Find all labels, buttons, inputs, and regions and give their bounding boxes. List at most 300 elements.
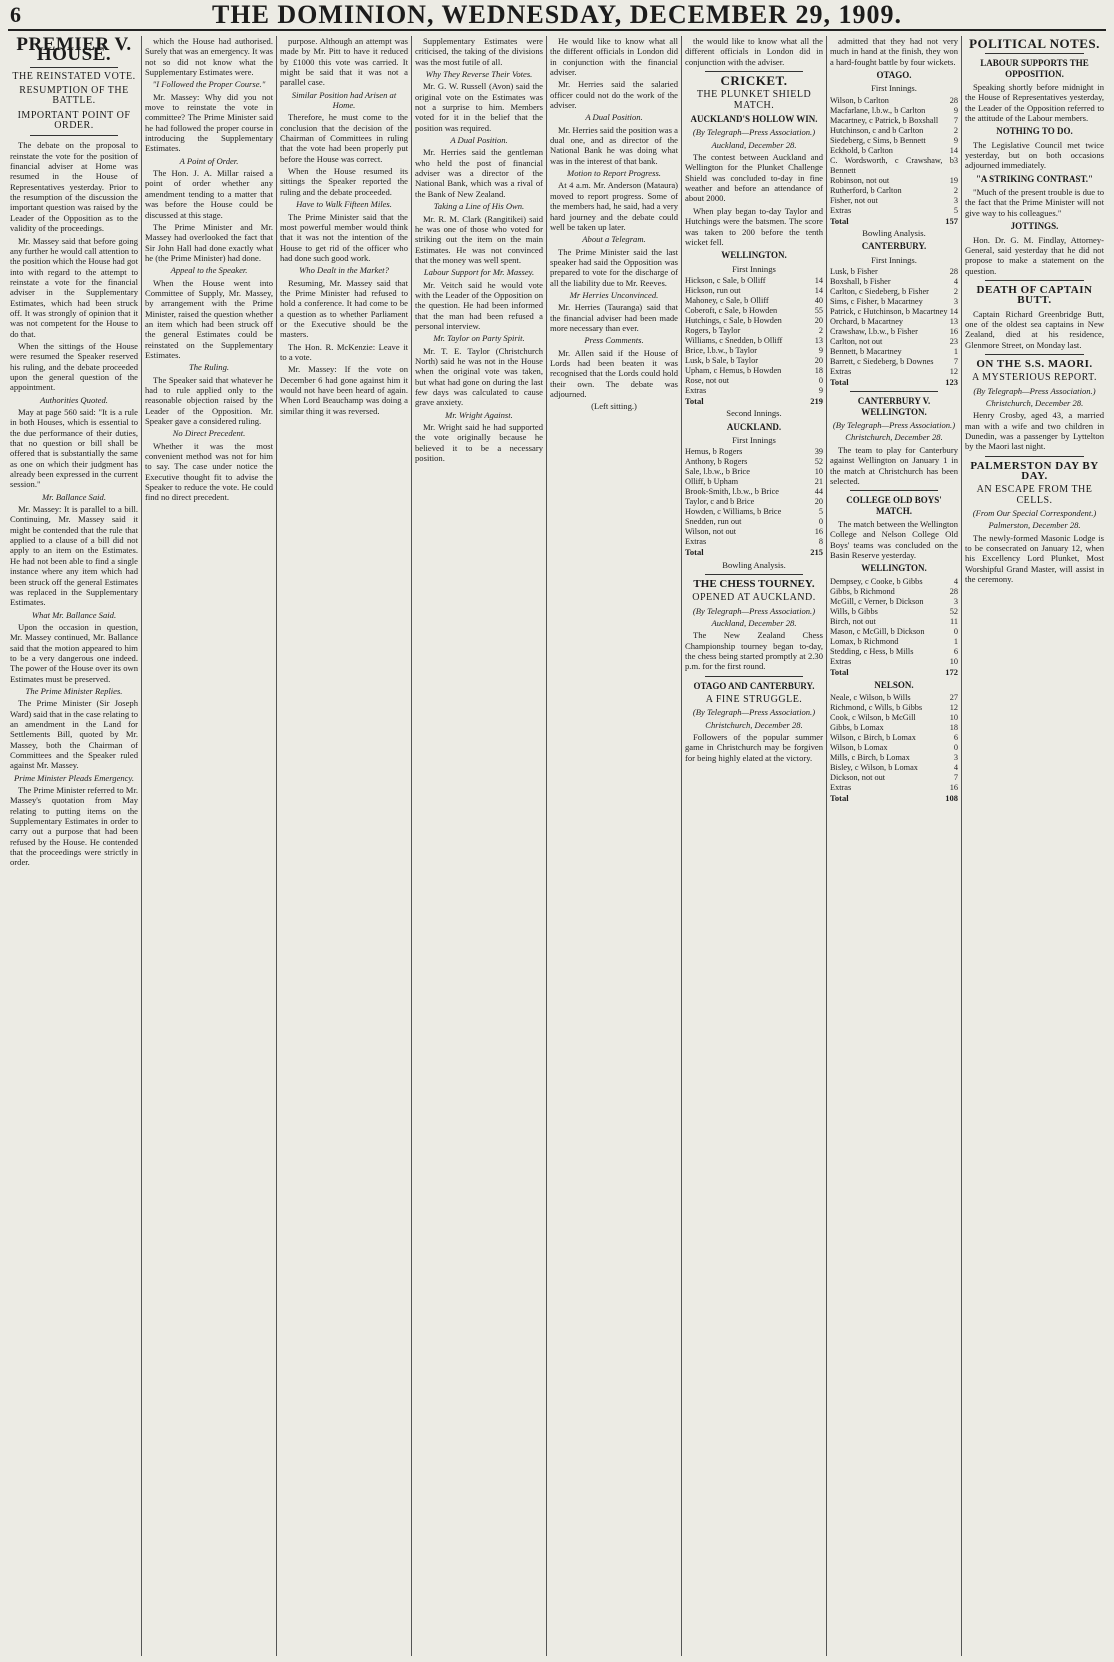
score-row	[830, 206, 958, 216]
article-paragraph: When the House resumed its sittings the Speaker reported the ruling and the debate proceeded.	[280, 166, 408, 197]
score-total	[685, 547, 823, 557]
article-note: (Left sitting.)	[591, 401, 637, 412]
batsman-name: Rutherford, b Carlton	[830, 185, 902, 195]
score-row	[830, 156, 958, 176]
scorecard-wellington	[685, 276, 823, 406]
batsman-name: Gibbs, b Richmond	[830, 586, 895, 596]
article-paragraph: Mr. T. E. Taylor (Christchurch North) said he was not in the House when the original vote was taken, but what had gone on during the last few days was calculated to cause grave anxiety.	[415, 345, 543, 408]
batsman-name: Sims, c Fisher, b Macartney	[830, 297, 923, 307]
divider	[850, 490, 938, 491]
score-total	[830, 793, 958, 803]
score-row	[685, 276, 823, 286]
section-heading: What Mr. Ballance Said.	[31, 609, 117, 620]
article-paragraph: Mr. G. W. Russell (Avon) said the original vote on the Estimates was not a surprise to him. Members voted for it in the belief that the position was required.	[415, 81, 543, 133]
batsman-name: Rogers, b Taylor	[685, 325, 741, 335]
batsman-runs: 1	[953, 636, 958, 646]
total-label: Total	[685, 547, 704, 558]
political-notes-heading: POLITICAL NOTES.	[969, 36, 1100, 51]
score-row	[830, 703, 958, 713]
article-paragraph: When the sittings of the House were resumed the Speaker reserved his ruling, and the debate proceeded upon the general question of the appointment.	[10, 340, 138, 393]
byline: (By Telegraph—Press Association.)	[692, 707, 816, 718]
team-heading: WELLINGTON.	[721, 250, 787, 261]
subheadline: "A STRIKING CONTRAST."	[975, 173, 1094, 184]
team-heading: AUCKLAND.	[726, 421, 782, 432]
batsman-name: Wilson, b Carlton	[830, 95, 889, 105]
byline: (By Telegraph—Press Association.)	[692, 605, 816, 616]
batsman-name: Wills, b Gibbs	[830, 606, 878, 616]
byline: (By Telegraph—Press Association.)	[973, 385, 1096, 396]
column-2	[145, 36, 273, 1656]
divider	[30, 135, 118, 136]
batsman-runs: 3	[953, 155, 958, 165]
batsman-runs: 4	[953, 277, 958, 287]
batsman-runs: 21	[814, 477, 823, 487]
article-paragraph: The Prime Minister referred to Mr. Massey's quotation from May relating to putting items on the Supplementary Estimates in order to carry out a purpose that had been refused by the House. He contended that the proceedings were strictly in order.	[10, 785, 138, 868]
batsman-name: Carlton, c Siedeberg, b Fisher	[830, 287, 929, 297]
batsman-name: Mahoney, c Sale, b Olliff	[685, 295, 769, 305]
batsman-runs: 39	[814, 447, 823, 457]
batsman-name: Bennett, b Macartney	[830, 347, 902, 357]
score-row	[830, 637, 958, 647]
score-row	[685, 356, 823, 366]
score-row	[830, 763, 958, 773]
batsman-runs: 16	[949, 783, 958, 793]
article-paragraph: The team to play for Canterbury against Wellington on January 1 in the match at Christchurch has been selected.	[830, 444, 958, 486]
dateline: Auckland, December 28.	[711, 617, 797, 628]
score-row	[830, 627, 958, 637]
byline: (By Telegraph—Press Association.)	[692, 127, 816, 138]
batsman-name: Robinson, not out	[830, 175, 890, 185]
batsman-runs: 5	[818, 507, 823, 517]
divider	[985, 456, 1084, 457]
score-row	[830, 106, 958, 116]
bowling-heading: Bowling Analysis.	[862, 228, 926, 239]
subheadline: RESUMPTION OF THE BATTLE.	[19, 85, 129, 107]
section-heading: Authorities Quoted.	[40, 394, 108, 405]
column-1	[10, 36, 138, 1656]
batsman-runs: 3	[953, 195, 958, 205]
batsman-runs: 14	[814, 275, 823, 285]
article-paragraph: "Much of the present trouble is due to the fact that the Prime Minister will not give way to his colleagues."	[965, 187, 1104, 218]
article-paragraph: The match between the Wellington College and Nelson College Old Boys' teams was concluded on the Basin Reserve yesterday.	[830, 518, 958, 560]
total-value: 172	[945, 666, 958, 677]
article-paragraph: The contest between Auckland and Wellington for the Plunket Challenge Shield was concluded to-day in fine weather and before an attendance of about 2000.	[685, 152, 823, 204]
section-heading: Appeal to the Speaker.	[170, 265, 248, 276]
batsman-name: Mills, c Birch, b Lomax	[830, 753, 910, 763]
divider	[705, 676, 803, 677]
batsman-name: Brook-Smith, l.b.w., b Brice	[685, 487, 779, 497]
batsman-runs: 13	[814, 335, 823, 345]
bowling-heading: Bowling Analysis.	[722, 559, 786, 570]
section-heading: No Direct Precedent.	[172, 428, 246, 439]
section-heading: Why They Reverse Their Votes.	[425, 69, 533, 80]
score-row	[830, 116, 958, 126]
article-paragraph: Mr. Wright said he had supported the vote originally because he believed it to be a necessary position.	[415, 422, 543, 464]
batsman-name: Carlton, not out	[830, 337, 883, 347]
batsman-name: Siedeberg, c Sims, b Bennett	[830, 135, 926, 145]
batsman-name: Extras	[830, 367, 852, 377]
section-heading: Mr. Taylor on Party Spirit.	[433, 333, 525, 344]
masthead	[0, 0, 1114, 28]
batsman-runs: 5	[953, 205, 958, 215]
total-value: 157	[945, 215, 958, 226]
batsman-runs: 9	[953, 135, 958, 145]
divider	[705, 574, 803, 575]
batsman-runs: 44	[814, 487, 823, 497]
batsman-name: Lusk, b Sale, b Taylor	[685, 355, 759, 365]
score-row	[685, 316, 823, 326]
divider	[705, 71, 803, 72]
article-paragraph: May at page 560 said: "It is a rule in both Houses, which is essential to the due performance of their duties, that no question or bill shall be offered that is substantially the same as one on which their judgment has already been expressed in the current session."	[10, 407, 138, 490]
score-row	[685, 457, 823, 467]
batsman-runs: 19	[949, 175, 958, 185]
section-heading: A Dual Position.	[450, 135, 508, 146]
batsman-runs: 0	[953, 743, 958, 753]
column-rule	[681, 36, 682, 1656]
section-heading: Press Comments.	[584, 335, 644, 346]
article-paragraph: When play began to-day Taylor and Hutchings were the batsmen. The score was taken to 200 before the tenth wicket fell.	[685, 205, 823, 247]
subheadline: IMPORTANT POINT OF ORDER.	[17, 109, 131, 132]
batsman-runs: 40	[814, 295, 823, 305]
batsman-runs: 11	[950, 616, 958, 626]
batsman-name: Anthony, b Rogers	[685, 457, 748, 467]
article-paragraph: The debate on the proposal to reinstate the vote for the position of financial adviser at Home was resumed in the House of Representatives yesterday. Prior to the resumption of the discussion the important question was raised by the Leader of the Opposition as to the validity of the proceedings.	[10, 140, 138, 234]
newspaper-title: THE DOMINION, WEDNESDAY, DECEMBER 29, 1909.	[212, 0, 902, 29]
innings-heading: First Innings.	[871, 254, 917, 265]
column-8	[965, 36, 1104, 1656]
score-row	[830, 597, 958, 607]
batsman-runs: 7	[953, 115, 958, 125]
column-4	[415, 36, 543, 1656]
article-paragraph: The Prime Minister said that the most powerful member would think that it was not the intention of the House to get rid of the officer who had done such good work.	[280, 211, 408, 263]
article-paragraph: Henry Crosby, aged 43, a married man with a wife and two children in Dunedin, was a passenger by Lyttelton by the Maori last night.	[965, 410, 1104, 452]
article-paragraph: Whether it was the most convenient method was not for him to say. The case under notice the Executive thought fit to advise the Speaker to reduce the vote. He could find no direct precedent.	[145, 440, 273, 503]
batsman-name: Coberoft, c Sale, b Howden	[685, 305, 778, 315]
score-row	[685, 487, 823, 497]
divider	[985, 53, 1084, 54]
score-row	[830, 577, 958, 587]
batsman-runs: 18	[949, 723, 958, 733]
score-row	[830, 196, 958, 206]
score-row	[830, 297, 958, 307]
batsman-runs: 13	[949, 317, 958, 327]
batsman-name: Neale, c Wilson, b Wills	[830, 693, 911, 703]
column-rule	[826, 36, 827, 1656]
batsman-runs: 20	[814, 315, 823, 325]
score-row	[685, 376, 823, 386]
article-paragraph: Speaking shortly before midnight in the House of Representatives yesterday, the Leader of the Opposition referred to the attitude of the Labour members.	[965, 82, 1104, 124]
article-paragraph: Mr. Herries said the position was a dual one, and as director of the National Bank he was doing what was in the interest of that bank.	[550, 124, 678, 166]
article-paragraph: The Prime Minister said the last speaker had said the Opposition was prepared to vote for the discharge of all the liability due to Mr. Reeves.	[550, 246, 678, 288]
total-value: 219	[810, 395, 823, 406]
score-row	[685, 507, 823, 517]
batsman-name: Macfarlane, l.b.w., b Carlton	[830, 105, 926, 115]
batsman-name: Taylor, c and b Brice	[685, 497, 755, 507]
article-paragraph: The New Zealand Chess Championship tourney began to-day, the chess being started promptly at 2.30 p.m. for the first round.	[685, 630, 823, 672]
batsman-runs: 16	[814, 527, 823, 537]
batsman-runs: 23	[949, 337, 958, 347]
column-rule	[141, 36, 142, 1656]
subheadline: A FINE STRUGGLE.	[705, 694, 803, 706]
batsman-name: Lusk, b Fisher	[830, 267, 878, 277]
score-row	[830, 783, 958, 793]
section-heading: About a Telegram.	[582, 234, 646, 245]
scorecard-otago	[830, 96, 958, 226]
batsman-runs: 14	[949, 307, 958, 317]
scorecard-auckland	[685, 447, 823, 557]
scorecard-wellington-old-boys	[830, 577, 958, 677]
batsman-runs: 6	[953, 646, 958, 656]
section-heading: Mr Herries Unconvinced.	[569, 289, 659, 300]
innings-heading: First Innings	[732, 434, 776, 445]
section-heading: Labour Support for Mr. Massey.	[423, 267, 535, 278]
batsman-name: Wilson, b Lomax	[830, 743, 888, 753]
batsman-name: Birch, not out	[830, 616, 876, 626]
score-row	[685, 447, 823, 457]
batsman-runs: 55	[814, 305, 823, 315]
total-label: Total	[830, 377, 849, 388]
batsman-runs: 20	[814, 497, 823, 507]
column-rule	[276, 36, 277, 1656]
article-paragraph: the would like to know what all the different officials in London did in conjunction with the adviser.	[685, 36, 823, 67]
batsman-name: Extras	[685, 537, 707, 547]
palmerston-heading: PALMERSTON DAY BY DAY.	[970, 459, 1099, 483]
section-heading: Who Dealt in the Market?	[299, 265, 389, 276]
score-row	[830, 367, 958, 377]
score-row	[830, 277, 958, 287]
score-row	[830, 357, 958, 367]
subheadline: COLLEGE OLD BOYS' MATCH.	[846, 495, 942, 516]
masthead-rule	[8, 29, 1106, 31]
article-paragraph: When the House went into Committee of Supply, Mr. Massey, by arrangement with the Prime Minister, raised the question whether an item which had been struck off the general Estimates could be reinstated on the Supplementary Estimates.	[145, 277, 273, 360]
batsman-runs: 12	[949, 703, 958, 713]
column-5	[550, 36, 678, 1656]
batsman-runs: 2	[953, 185, 958, 195]
batsman-runs: 1	[953, 347, 958, 357]
score-row	[685, 497, 823, 507]
batsman-runs: 14	[814, 285, 823, 295]
batsman-name: Patrick, c Hutchinson, b Macartney	[830, 307, 948, 317]
section-heading: The Ruling.	[188, 362, 230, 373]
cricket-heading: CRICKET.	[720, 73, 788, 89]
death-heading: DEATH OF CAPTAIN BUTT.	[976, 283, 1093, 307]
article-paragraph: Mr. Massey: Why did you not move to reinstate the vote in committee? The Prime Minister said he had followed the proper course in introducing the Supplementary Estimates.	[145, 91, 273, 154]
score-row	[685, 366, 823, 376]
section-heading: Similar Position had Arisen at Home.	[291, 89, 397, 111]
total-label: Total	[685, 395, 704, 406]
section-heading: A Point of Order.	[179, 155, 239, 166]
subheadline: THE PLUNKET SHIELD MATCH.	[696, 89, 812, 111]
column-rule	[961, 36, 962, 1656]
section-heading: Motion to Report Progress.	[567, 168, 661, 179]
score-row	[685, 326, 823, 336]
batsman-name: McGill, c Verner, b Dickson	[830, 596, 924, 606]
batsman-name: Orchard, b Macartney	[830, 317, 904, 327]
score-row	[830, 337, 958, 347]
score-total	[685, 396, 823, 406]
team-heading: OTAGO.	[876, 70, 912, 81]
article-paragraph: which the House had authorised. Surely that was an emergency. It was not so did not know what the Supplementary Estimates were.	[145, 36, 273, 78]
dateline: Christchurch, December 28.	[985, 397, 1084, 408]
batsman-name: Dempsey, c Cooke, b Gibbs	[830, 576, 923, 586]
section-heading: A Dual Position.	[585, 112, 643, 123]
team-heading: NELSON.	[874, 679, 914, 690]
batsman-runs: 52	[814, 457, 823, 467]
divider	[985, 354, 1084, 355]
batsman-name: Extras	[830, 205, 852, 215]
batsman-name: Wilson, not out	[685, 527, 737, 537]
batsman-name: Olliff, b Upham	[685, 477, 739, 487]
score-row	[830, 657, 958, 667]
score-row	[830, 647, 958, 657]
subheadline: LABOUR SUPPORTS THE OPPOSITION.	[980, 58, 1089, 79]
section-heading: Mr. Ballance Said.	[42, 491, 106, 502]
divider	[850, 391, 938, 392]
innings-heading: Second Innings.	[726, 408, 782, 419]
score-row	[830, 307, 958, 317]
article-paragraph: Mr. Herries (Tauranga) said that the financial adviser had been made more necessary than ever.	[550, 302, 678, 333]
batsman-runs: 27	[949, 693, 958, 703]
total-value: 215	[810, 547, 823, 558]
batsman-name: Extras	[830, 656, 852, 666]
article-paragraph: Therefore, he must come to the conclusion that the decision of the Chairman of Committees in ruling that the vote had been properly put before the House was correct.	[280, 112, 408, 164]
score-row	[830, 693, 958, 703]
article-paragraph: Captain Richard Greenbridge Butt, one of the oldest sea captains in New Zealand, died at his residence, Glenmore Street, on Monday last.	[965, 308, 1104, 350]
batsman-name: Howden, c Williams, b Brice	[685, 507, 782, 517]
article-paragraph: The newly-formed Masonic Lodge is to be consecrated on January 12, when his Excellency Lord Plunket, Most Worshipful Grand Master, will assist in the ceremony.	[965, 532, 1104, 585]
article-paragraph: Mr. Herries said the gentleman who held the post of financial adviser was a director of the National Bank, which was a rival of the Bank of New Zealand.	[415, 147, 543, 199]
dateline: Christchurch, December 28.	[705, 719, 803, 730]
dateline: Auckland, December 28.	[711, 139, 797, 150]
score-row	[830, 753, 958, 763]
batsman-name: Hemus, b Rogers	[685, 447, 743, 457]
scorecard-canterbury	[830, 267, 958, 387]
subheadline: AUCKLAND'S HOLLOW WIN.	[690, 114, 818, 125]
batsman-name: Hutchinson, c and b Carlton	[830, 125, 924, 135]
section-heading: Mr. Wright Against.	[445, 409, 513, 420]
batsman-name: Wilson, c Birch, b Lomax	[830, 733, 916, 743]
innings-heading: First Innings.	[871, 83, 917, 94]
divider	[985, 280, 1084, 281]
batsman-runs: 18	[814, 365, 823, 375]
batsman-name: Richmond, c Wills, b Gibbs	[830, 703, 923, 713]
dateline: Palmerston, December 28.	[988, 520, 1081, 531]
divider	[30, 67, 118, 68]
total-label: Total	[830, 215, 849, 226]
batsman-runs: 28	[949, 586, 958, 596]
score-total	[830, 667, 958, 677]
batsman-name: Boxshall, b Fisher	[830, 277, 891, 287]
score-row	[685, 537, 823, 547]
batsman-runs: 7	[953, 357, 958, 367]
article-paragraph: The Hon. J. A. Millar raised a point of order whether any amendment tending to a matter that was before the House could be discussed at this stage.	[145, 168, 273, 220]
score-total	[830, 216, 958, 226]
batsman-runs: 9	[818, 385, 823, 395]
batsman-name: Dickson, not out	[830, 773, 886, 783]
batsman-name: Sale, l.b.w., b Brice	[685, 467, 750, 477]
article-paragraph: The Prime Minister (Sir Joseph Ward) said that in the case relating to an amendment in the Land for Settlements Bill, quoted by Mr. Massey, both the Chairman of Committees and the Speaker ruled against Mr. Massey.	[10, 698, 138, 771]
batsman-runs: 4	[953, 763, 958, 773]
score-row	[830, 617, 958, 627]
column-6	[685, 36, 823, 1656]
batsman-name: Crawshaw, l.b.w., b Fisher	[830, 327, 918, 337]
subheadline: OPENED AT AUCKLAND.	[692, 592, 816, 604]
batsman-name: Gibbs, b Lomax	[830, 723, 884, 733]
batsman-name: Stedding, c Hess, b Mills	[830, 646, 914, 656]
score-row	[830, 713, 958, 723]
subheadline: NOTHING TO DO.	[996, 126, 1073, 137]
score-row	[830, 733, 958, 743]
batsman-name: Williams, c Snedden, b Olliff	[685, 335, 783, 345]
section-heading: "I Followed the Proper Course."	[152, 79, 266, 90]
batsman-name: Macartney, c Patrick, b Boxshall	[830, 115, 939, 125]
scorecard-nelson	[830, 693, 958, 803]
score-row	[830, 146, 958, 156]
score-row	[830, 176, 958, 186]
column-rule	[546, 36, 547, 1656]
subheadline: OTAGO AND CANTERBURY.	[693, 680, 815, 691]
score-row	[830, 186, 958, 196]
team-heading: CANTERBURY.	[861, 241, 927, 252]
batsman-name: Eckhold, b Carlton	[830, 145, 893, 155]
innings-heading: First Innings	[732, 263, 776, 274]
batsman-runs: 10	[814, 467, 823, 477]
batsman-name: Upham, c Hemus, b Howden	[685, 365, 782, 375]
score-row	[830, 136, 958, 146]
section-heading: The Prime Minister Replies.	[25, 685, 123, 696]
team-heading: WELLINGTON.	[861, 563, 927, 574]
total-label: Total	[830, 793, 849, 804]
article-paragraph: Mr. Allen said if the House of Lords had been beaten it was recognised that the Lords could hold their own. The debate was adjourned.	[550, 347, 678, 399]
batsman-name: Brice, l.b.w., b Taylor	[685, 345, 758, 355]
batsman-runs: 0	[818, 517, 823, 527]
subheadline: THE REINSTATED VOTE.	[12, 70, 136, 82]
article-paragraph: purpose. Although an attempt was made by Mr. Pitt to have it reduced by £1000 this vote was carried. It might be said that it was not a parallel case.	[280, 36, 408, 88]
section-heading: Prime Minister Pleads Emergency.	[14, 772, 134, 783]
score-row	[685, 286, 823, 296]
score-row	[685, 306, 823, 316]
batsman-runs: 9	[953, 105, 958, 115]
batsman-runs: 6	[953, 733, 958, 743]
batsman-name: Rose, not out	[685, 375, 730, 385]
headline-premier-v-house: PREMIER V. HOUSE.	[16, 36, 132, 66]
score-row	[830, 96, 958, 106]
maori-heading: ON THE S.S. MAORI.	[976, 357, 1093, 370]
score-row	[830, 587, 958, 597]
total-value: 123	[945, 377, 958, 388]
batsman-name: Hutchings, c Sale, b Howden	[685, 315, 782, 325]
section-heading: Taking a Line of His Own.	[433, 201, 525, 212]
score-row	[830, 743, 958, 753]
article-paragraph: Resuming, Mr. Massey said that the Prime Minister had refused to hold a conference. It had come to be a question as to whether Parliament or the Executive should be the masters.	[280, 277, 408, 340]
batsman-runs: 3	[953, 297, 958, 307]
article-paragraph: Mr. Massey: It is parallel to a bill. Continuing, Mr. Massey said it might be contended that the rule that applied to a clause of a bill did not apply to an item on the Estimates. He had not been able to find a single instance where any item which had been struck off the general Estimates was replaced in the Supplementary Estimates.	[10, 504, 138, 608]
dateline: Christchurch, December 28.	[845, 432, 943, 443]
batsman-runs: 10	[949, 713, 958, 723]
score-row	[685, 467, 823, 477]
score-row	[830, 723, 958, 733]
batsman-runs: 0	[953, 626, 958, 636]
article-paragraph: Mr. Veitch said he would vote with the Leader of the Opposition on the question. He had been informed that the man had been refused a personal interview.	[415, 279, 543, 331]
article-paragraph: At 4 a.m. Mr. Anderson (Mataura) moved to report progress. Some of the members had, he said, had a very hard journey and the debate could well be taken up later.	[550, 180, 678, 232]
batsman-name: Extras	[685, 385, 707, 395]
batsman-name: Barrett, c Siedeberg, b Downes	[830, 357, 934, 367]
article-paragraph: The Hon. R. McKenzie: Leave it to a vote.	[280, 341, 408, 362]
column-7	[830, 36, 958, 1656]
article-paragraph: Hon. Dr. G. M. Findlay, Attorney-General, said yesterday that he did not propose to make a statement on the question.	[965, 234, 1104, 276]
article-paragraph: Mr. R. M. Clark (Rangitikei) said he was one of those who voted for striking out the item on the main Estimates. He was not convinced that the money was well spent.	[415, 213, 543, 265]
score-row	[830, 267, 958, 277]
